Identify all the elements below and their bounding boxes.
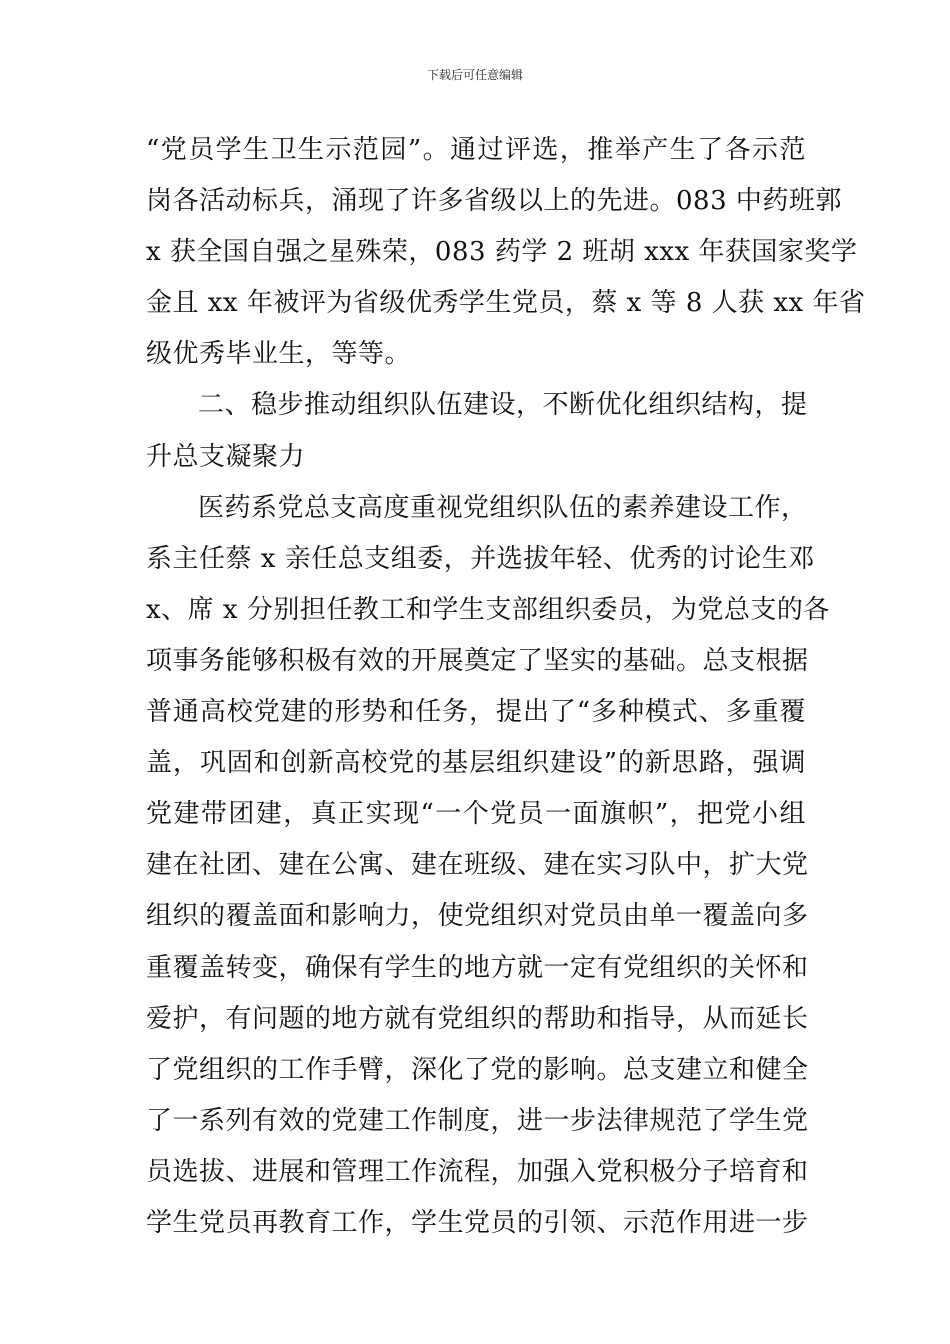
text-line: 学生党员再教育工作，学生党员的引领、示范作用进一步 — [146, 1207, 809, 1238]
text-line: 普通高校党建的形势和任务，提出了“多种模式、多重覆 — [146, 697, 806, 728]
text-line: 项事务能够积极有效的开展奠定了坚实的基础。总支根据 — [146, 645, 809, 676]
text-line: x 获全国自强之星殊荣，083 药学 2 班胡 xxx 年获国家奖学 — [146, 237, 858, 268]
text-line: 升总支凝聚力 — [146, 441, 306, 472]
text-line: x、席 x 分别担任教工和学生支部组织委员，为党总支的各 — [146, 594, 830, 625]
text-line: 医药系党总支高度重视党组织队伍的素养建设工作， — [198, 492, 808, 523]
text-line: 盖，巩固和创新高校党的基层组织建设”的新思路，强调 — [146, 748, 806, 779]
text-line: 建在社团、建在公寓、建在班级、建在实习队中，扩大党 — [146, 850, 809, 881]
text-line: 金且 xx 年被评为省级优秀学生党员，蔡 x 等 8 人获 xx 年省 — [146, 288, 866, 319]
text-line: 系主任蔡 x 亲任总支组委，并选拔年轻、优秀的讨论生邓 — [146, 543, 815, 574]
document-body — [146, 125, 866, 1249]
text-line: “党员学生卫生示范园”。通过评选，推举产生了各示范 — [146, 135, 806, 165]
page-header: 下载后可任意编辑 — [426, 68, 523, 82]
text-line: 员选拔、进展和管理工作流程，加强入党积极分子培育和 — [146, 1156, 809, 1187]
text-line: 重覆盖转变，确保有学生的地方就一定有党组织的关怀和 — [146, 952, 809, 983]
text-line: 党建带团建，真正实现“一个党员一面旗帜”，把党小组 — [146, 799, 806, 830]
text-line: 岗各活动标兵，涌现了许多省级以上的先进。083 中药班郭 — [146, 186, 842, 217]
text-line: 了一系列有效的党建工作制度，进一步法律规范了学生党 — [146, 1105, 809, 1136]
text-line: 级优秀毕业生，等等。 — [146, 339, 412, 370]
text-line: 爱护，有问题的地方就有党组织的帮助和指导，从而延长 — [146, 1003, 809, 1034]
text-line: 组织的覆盖面和影响力，使党组织对党员由单一覆盖向多 — [146, 901, 809, 932]
text-line: 了党组织的工作手臂，深化了党的影响。总支建立和健全 — [146, 1054, 809, 1085]
text-line: 二、稳步推动组织队伍建设，不断优化组织结构，提 — [198, 390, 808, 421]
